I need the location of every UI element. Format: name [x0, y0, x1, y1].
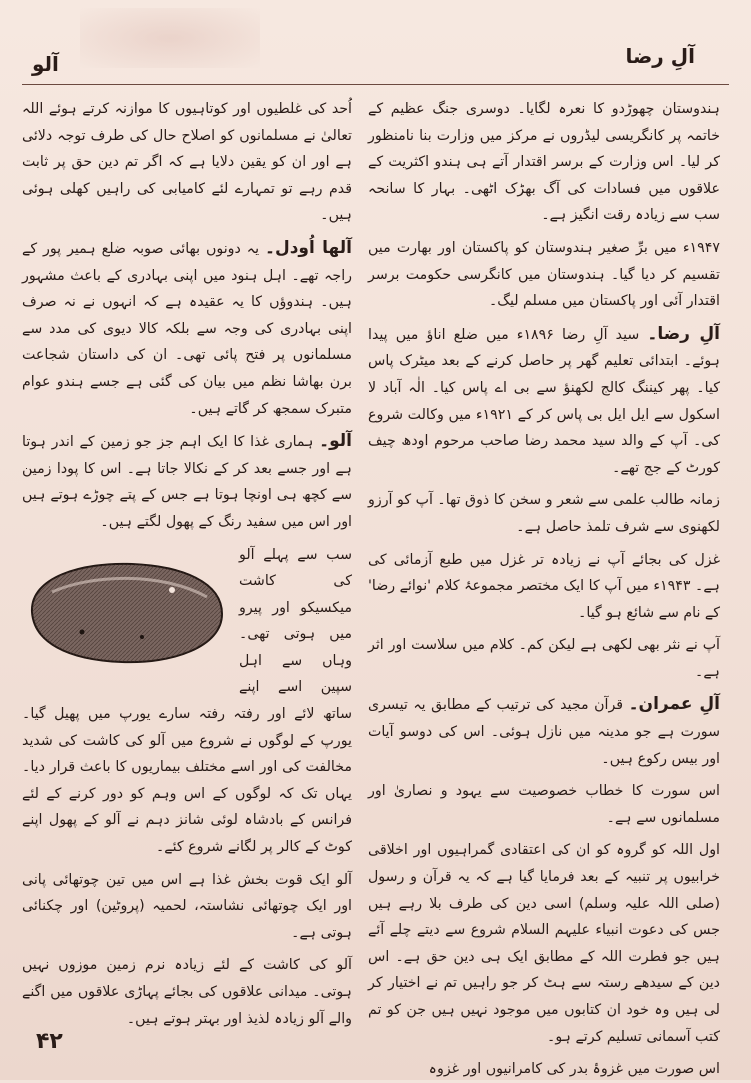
paragraph: آپ نے نثر بھی لکھی ہے لیکن کم۔ کلام میں سلاست اور اثر ہے۔	[368, 637, 720, 680]
entry-text: قرآن مجید کی ترتیب کے مطابق یہ تیسری سورت ہے جو مدینہ میں نازل ہوئی۔ اس کی دوسو آیات اور بیس رکوع ہیں۔	[368, 697, 720, 767]
entry-term: آلِ رضا۔	[647, 323, 720, 344]
left-column	[22, 96, 352, 1046]
running-header-left: آلو	[32, 52, 59, 76]
entry-aal-e-raza	[368, 321, 720, 482]
potato-icon	[22, 542, 227, 682]
paragraph: اس صورت میں غزوۂ بدر کی کامرانیوں اور غزوہ	[428, 1061, 720, 1078]
paragraph: ہندوستان چھوڑدو کا نعرہ لگایا۔ دوسری جنگ عظیم کے خاتمہ پر کانگریسی لیڈروں نے مرکز میں وزارت بنا نامنظور کر لیا۔ اس وزارت کے برسر اقتدار آتے ہی ہندو اکثریت کے علاقوں میں فسادات کی آگ بھڑک اٹھی۔ بہار کا سانحہ سب سے زیادہ رقت انگیز ہے۔	[368, 101, 720, 224]
paragraph: آلو ایک قوت بخش غذا ہے اس میں تین چوتھائی پانی اور ایک چوتھائی نشاستہ، لحمیہ (پروٹین) اور چکنائی ہوتی ہے۔	[22, 871, 352, 941]
entry-aalu	[22, 428, 352, 535]
entry-term: آلو۔	[319, 431, 352, 452]
paragraph: غزل کی بجائے آپ نے زیادہ تر غزل میں طبع آزمائی کی ہے۔ ۱۹۴۳ء میں آپ کا ایک مختصر مجموعۂ کلام 'نوائے رضا' کے نام سے شائع ہو گیا۔	[368, 551, 720, 621]
entry-term: آلِ عمران۔	[628, 694, 720, 715]
paragraph: زمانہ طالب علمی سے شعر و سخن کا ذوق تھا۔ آپ کو آرزو لکھنوی سے شرف تلمذ حاصل ہے۔	[368, 492, 720, 535]
entry-term: آلھا اُودل۔	[265, 237, 352, 258]
right-column	[368, 96, 720, 1078]
paper-stain	[80, 8, 260, 68]
paragraph: آلو کی کاشت کے لئے زیادہ نرم زمین موزوں نہیں ہوتی۔ میدانی علاقوں کی بجائے پہاڑی علاقوں میں اگنے والے آلو زیادہ لذیذ اور بہتر ہوتے ہیں۔	[22, 957, 352, 1027]
paragraph: سب سے پہلے آلو کی کاشت میکسیکو اور پیرو میں ہوتی تھی۔ وہاں سے اہل سپین اسے اپنے ساتھ لائے اور رفتہ رفتہ سارے یورپ میں پھیل گیا۔ یورپ کے لوگوں نے شروع میں آلو کی کاشت کی شدید مخالفت کی اور اسے مختلف بیماریوں کا باعث قرار دیا۔ یہاں تک کہ لوگوں کے اس وہم کو دور کرنے کے لئے فرانس کے بادشاہ لوئی شانز دہم نے آلو کے پھول اپنے کوٹ کے کالر پر لگانے شروع کئے۔	[22, 546, 352, 856]
running-header-right: آلِ رضا	[625, 44, 695, 68]
entry-aal-e-imran	[368, 691, 720, 772]
potato-illustration	[22, 542, 227, 682]
entry-text: سید آلِ رضا ۱۸۹۶ء میں ضلع اناؤ میں پیدا ہوئے۔ ابتدائی تعلیم گھر پر حاصل کرنے کے بعد میٹرک پاس کیا۔ پھر کیننگ کالج لکھنؤ سے بی اے پاس کیا۔ الٰہ آباد لا اسکول سے ایل ایل بی پاس کر کے ۱۹۲۱ء میں وکالت شروع کی۔ آپ کے والد سید محمد رضا صاحب مرحوم اودھ چیف کورٹ کے جج تھے۔	[368, 326, 720, 476]
entry-text: یہ دونوں بھائی صوبہ ضلع ہمیر پور کے راجہ تھے۔ اہل ہنود میں اپنی بہادری کے باعث مشہور ہیں۔ ہندوؤں کا یہ عقیدہ ہے کہ انہوں نے نہ صرف اپنی بہادری کی وجہ سے بلکہ کالا دیوی کی مدد سے مسلمانوں پر فتح پائی تھی۔ ان کی داستان شجاعت برن بھاشا نظم میں بیان کی گئی ہے جسے ہندو عوام متبرک سمجھ کر گاتے ہیں۔	[22, 240, 352, 417]
paragraph: اول اللہ کو گروہ کو ان کی اعتقادی گمراہیوں اور اخلاقی خرابیوں پر تنبیہ کے بعد فرمایا گیا ہے کہ یہ قرآن و رسول (صلی اللہ علیہ وسلم) اسی دین کی طرف بلا رہے ہیں جس کی دعوت انبیاء علیہم السلام شروع سے دیتے چلے آئے ہیں جو فطرت اللہ کے مطابق ایک ہی دین حق ہے۔ اس دین کے سیدھے رستہ سے ہٹ کر جو راہیں تم نے اختیار کر لی ہیں وہ خود ان کتابوں میں موجود نہیں ہیں جن کو تم کتب آسمانی تسلیم کرتے ہو۔	[368, 842, 720, 1045]
paragraph: ۱۹۴۷ء میں برِّ صغیر ہندوستان کو پاکستان اور بھارت میں تقسیم کر دیا گیا۔ ہندوستان میں کانگرسی حکومت برسر اقتدار آئی اور پاکستان میں مسلم لیگ۔	[368, 239, 720, 310]
paragraph: اس سورت کا خطاب خصوصیت سے یہود و نصاریٰ اور مسلمانوں سے ہے۔	[368, 783, 720, 826]
entry-text: ہماری غذا کا ایک اہم جز جو زمین کے اندر ہوتا ہے اور جسے بعد کر کے نکالا جاتا ہے۔ اس کا پودا زمین سے کچھ ہی اونچا ہوتا ہے جس کے پتے چوڑے ہوتے ہیں اور اس میں سفید رنگ کے پھول لگتے ہیں۔	[22, 434, 352, 530]
paragraph: اُحد کی غلطیوں اور کوتاہیوں کا موازنہ کرتے ہوئے اللہ تعالیٰ نے مسلمانوں کو اصلاح حال کی طرف توجہ دلائی ہے اور ان کو یقین دلایا ہے کہ اگر تم دین حق پر ثابت قدم رہے تو تمہارے لئے کامیابی کی راہیں کھلی ہوئی ہیں۔	[22, 101, 352, 224]
entry-aalha-udal	[22, 235, 352, 422]
page-number: ۴۲	[36, 1029, 63, 1054]
header-rule	[22, 84, 729, 85]
